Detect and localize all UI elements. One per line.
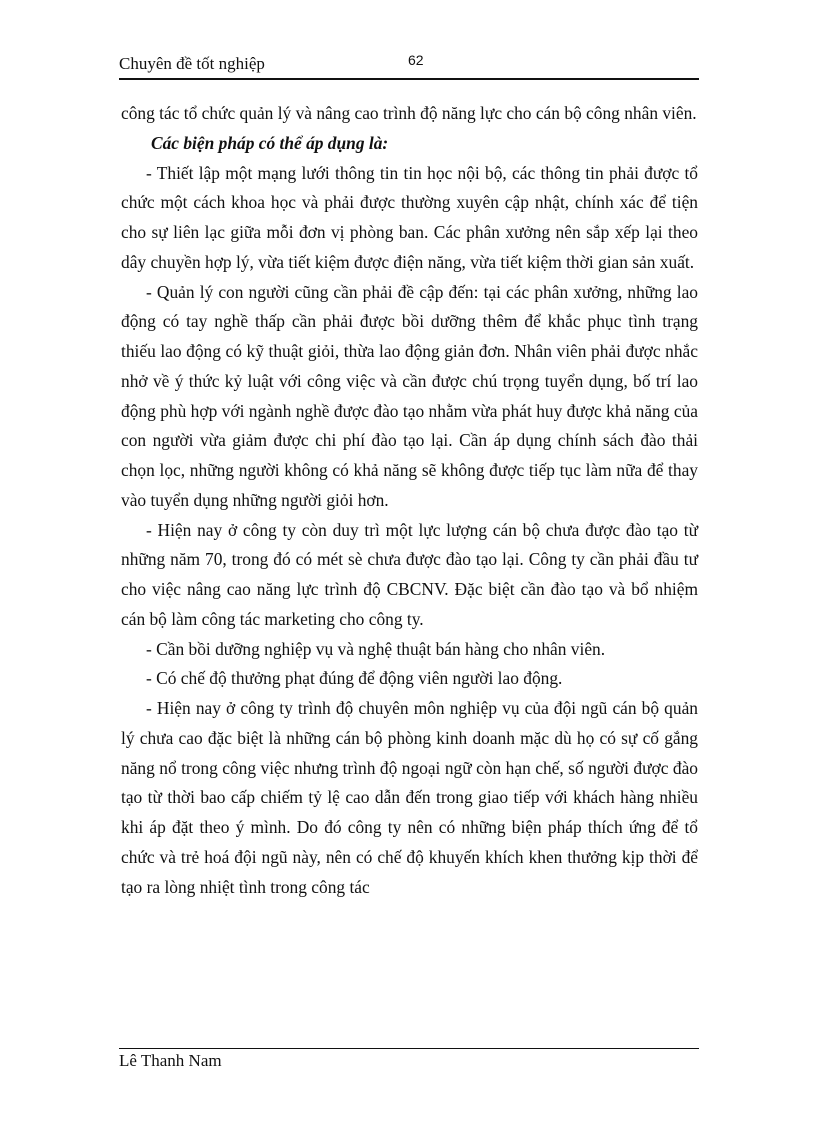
paragraph-information-network: - Thiết lập một mạng lưới thông tin tin học nội bộ, các thông tin phải được tổ chức một cách khoa học và phải được thường xuyên cập nhật, chính xác để tiện cho sự liên lạc giữa mỗi đơn vị phòng ban. Các phân xưởng nên sắp xếp lại theo dây chuyền hợp lý, vừa tiết kiệm được điện năng, vừa tiết kiệm thời gian sản xuất.: [121, 162, 698, 272]
paragraph-sales-skills: - Cần bồi dưỡng nghiệp vụ và nghệ thuật bán hàng cho nhân viên.: [146, 638, 606, 659]
paragraph-rewards: - Có chế độ thưởng phạt đúng để động viên người lao động.: [146, 668, 563, 689]
paragraph-continuation: công tác tổ chức quản lý và nâng cao trình độ năng lực cho cán bộ công nhân viên.: [121, 103, 697, 123]
document-title: Chuyên đề tốt nghiệp: [119, 54, 265, 73]
footer-author: Lê Thanh Nam: [119, 1051, 222, 1070]
section-subheading: Các biện pháp có thể áp dụng là:: [151, 132, 389, 153]
paragraph-people-management: - Quản lý con người cũng cần phải đề cập đến: tại các phân xưởng, những lao động có tay nghề thấp cần phải được bồi dưỡng thêm để khắc phục tình trạng thiếu lao động có kỹ thuật giỏi, thừa lao động giản đơn. Nhân viên phải được nhắc nhở về ý thức kỷ luật với công việc và cần được chú trọng tuyển dụng, bố trí lao động phù hợp với ngành nghề được đào tạo nhằm vừa phát huy được khả năng của con người vừa giảm được chi phí đào tạo lại. Cần áp dụng chính sách đào thải chọn lọc, những người không có khả năng sẽ không được tiếp tục làm nữa để thay vào tuyển dụng những người giỏi hơn.: [121, 281, 698, 510]
paragraph-staff-training: - Hiện nay ở công ty còn duy trì một lực lượng cán bộ chưa được đào tạo từ những năm 70, trong đó có mét sè chưa được đào tạo lại. Công ty cần phải đầu tư cho việc nâng cao năng lực trình độ CBCNV. Đặc biệt cần đào tạo và bổ nhiệm cán bộ làm công tác marketing cho công ty.: [121, 519, 698, 629]
footer-divider: [119, 1048, 699, 1049]
page-header: [119, 52, 699, 80]
body-text: [121, 99, 698, 902]
paragraph-management-level: - Hiện nay ở công ty trình độ chuyên môn nghiệp vụ của đội ngũ cán bộ quản lý chưa cao đặc biệt là những cán bộ phòng kinh doanh mặc dù họ có sự cố gắng năng nổ trong công việc nhưng trình độ ngoại ngữ còn hạn chế, số người được đào tạo từ thời bao cấp chiếm tỷ lệ cao dẫn đến trong giao tiếp với khách hàng nhiều khi áp đặt theo ý mình. Do đó công ty nên có những biện pháp thích ứng để tổ chức và trẻ hoá đội ngũ này, nên có chế độ khuyến khích khen thưởng kịp thời để tạo ra lòng nhiệt tình trong công tác: [121, 698, 698, 897]
page-number: 62: [408, 52, 424, 68]
